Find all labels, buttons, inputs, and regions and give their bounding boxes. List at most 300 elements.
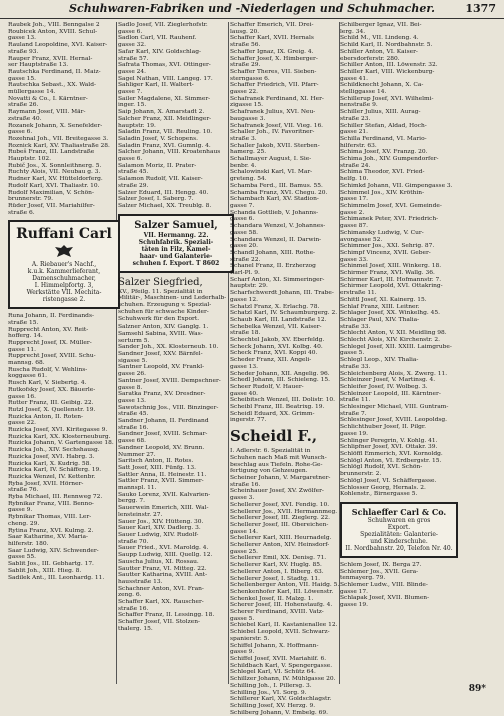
directory-entry: straße 7. [340,410,367,417]
directory-entry: Rozanek Johann, X. Senefelder- [8,122,103,129]
directory-entry: Ryba Josef, XVII. Hörner- [8,480,84,487]
directory-entry: ser Hauptstraße 13. [8,62,69,69]
directory-entry: Rubeš Franz, III. Landstraße [8,149,95,156]
directory-entry: gasse 11. [8,346,37,353]
directory-entry: nenstraße 9. [340,102,378,109]
directory-entry: Schamba Franz, XVI. Chegu. 20. [230,189,328,196]
directory-entry: Schuhfabrik. Speziali- [138,238,214,246]
directory-entry: sigasse 5. [118,357,148,364]
directory-entry: Schiffel Josef, XVII. Mariahilf. 6. [230,655,327,662]
directory-entry: Sauscha Julius, XI. Rossau. [118,558,199,565]
directory-entry: Schaffer Karl, XX. Rauscher- [118,599,204,606]
directory-entry: Schiebel Leopold, XVII. Schwarz- [230,629,330,636]
directory-entry: Schiebel Karl, II. Kastanienallee 12. [230,622,338,629]
directory-entry: Schleinzer Josef, V. Martinsg. 4. [340,377,436,384]
directory-entry: gasse 13. [230,363,259,370]
directory-entry: Schimkd Johann, VII. Gimpengasse 3. [340,182,453,189]
ad-text [123,232,229,267]
directory-entry: straße 33. [340,323,371,330]
directory-entry: Schlegl Leop., XIV. Thalia- [340,357,419,364]
directory-entry: Schellerer Josef, III. Obereichen- [230,521,329,528]
directory-entry: Ruzicka Anton, II. Roten- [8,413,83,420]
directory-entry: Rupprecht Anton, XV. Reit- [8,326,89,333]
directory-entry: Schlecht Alois, XIV. Kirchenstr. 2. [340,337,441,344]
directory-entry: Schellerer Karl, XV. Huglg. 85. [230,562,322,569]
directory-entry: brunnerstr. 79. [8,196,53,203]
directory-entry: Ruchty Alois, VII. Neubau g. 3. [8,169,101,176]
directory-entry: Saritsch Anton, II. Rotes. [118,458,194,465]
directory-entry: Scherer Ferdinand, XVIII. Vatz- [230,609,324,616]
directory-entry: Schanda Gottlieb, V. Johanns- [230,209,319,216]
directory-entry: Rudner Karl, XV. Hütteldorferg. [8,176,103,183]
directory-entry: Novatti & Co., I. Kärntner- [8,95,88,102]
directory-entry: gasse 13. [118,397,147,404]
directory-entry: gasse 15. [8,75,37,82]
directory-entry: Sawotschnig Jos., VIII. Binzinger- [118,404,219,411]
entry-list [8,313,120,581]
directory-entry: Schiller Stefan, Aldad, Hoch- [340,122,427,129]
directory-entry: gasse 40. [230,390,259,397]
directory-entry: Schimansky Ludwig, V. Cur- [340,229,424,236]
directory-entry: Schlosser Georg, Hernals. 2. [340,484,426,491]
directory-entry: Schenkel Josef, II. Malzg. 1. [230,595,314,602]
directory-entry: gasse 7. [230,202,255,209]
directory-entry: Sattler Franz, XVII. Simmer- [118,478,204,485]
directory-entry: gasse 13. [8,35,37,42]
page-title: Schuhwaren-Fabriken und -Niederlagen und Schuhmacher. [69,2,435,15]
directory-entry: gasse 55. [8,554,37,561]
directory-entry: Schleifer Josef, IV. Wolbeg. 3. [340,383,428,390]
directory-entry: tenmayerg. 79. [340,575,386,582]
directory-entry: Sahliger Karl, II. Waltert- [118,82,194,89]
directory-entry: Kohlenstr., Birnergasse 5. [340,491,418,498]
directory-entry: Samsehl Sabina, XVIII. Was- [118,330,203,337]
directory-entry: Schaffer Friedrich, VII. Pfarr- [230,82,319,89]
directory-entry: Schambach Karl, XV. Stadion- [230,196,319,203]
directory-entry: Schillerup Josef, XVI. Wilhelmi- [340,95,434,102]
directory-entry: Roznick Karl, XV. Thaliastraße 28. [8,142,110,149]
directory-entry: gasse 58. [230,229,259,236]
directory-entry: Scheinhauer Josef, XV. Zwölfer- [230,488,324,495]
directory-entry: straße 93. [8,48,39,55]
directory-entry: Schilling Joh., I. Pillersg. 3. [230,682,312,689]
directory-entry: straße 29. [230,62,261,69]
directory-entry: straße 45. [118,411,149,418]
advertisement-schlaeffer [340,502,458,558]
entry-list [340,22,458,498]
directory-entry: A. Riebauer's Nachf., [31,261,97,269]
column-4 [340,22,458,609]
directory-entry: Sablit Joh., XIII. Hieg. 8. [8,567,82,574]
directory-entry: Rautschka Sebast., XX. Wald- [8,82,96,89]
directory-entry: Saar Katharine, XV. Maria- [8,534,88,541]
directory-entry: gasse 6. [230,216,255,223]
directory-entry: Schild Karl, II. Nordbahnstr. 5. [340,42,433,49]
directory-entry: Saupp Ludwig, XIII. Quellg. 12. [118,552,213,559]
directory-entry: Schaller Jakob, XVII. Sterben- [230,142,320,149]
directory-entry: Schlöffl Emmerich, XVI. Kornoldg. [340,451,443,457]
directory-entry: zeng. 6. [118,592,142,599]
directory-entry: Schaub Karl, III. Landstraße 12. [230,316,327,323]
directory-entry: Schlemer Ludw., VIII. Blinde- [340,582,428,589]
directory-entry: Spezialitäten: Galanterie- [360,530,438,538]
directory-entry: Schilling Josef, XV. Herzg. 9. [230,702,316,709]
directory-entry: Scheck Johann, XVI. Kolbg. 40. [230,343,323,350]
directory-entry: straße 76. [8,487,39,494]
directory-entry: straße 57. [118,55,149,62]
directory-entry: Scherer Josef, III. Hohenstaufg. 4. [230,602,333,609]
directory-entry: straße 11. [340,397,371,404]
directory-entry: Schachner Anton, XVI. Fran- [118,585,204,592]
directory-entry: Rutkofsky Josef, XX. Bäuerle- [8,386,96,393]
directory-entry: Rubič Jos., X. Sonnleithnerg. 5. [8,162,102,169]
directory-entry: Ruzicka Joh., XIV. Sechshausg. [8,447,100,454]
ad-name: Salzer Siegfried, [118,276,203,288]
directory-entry: II. Nordbahnstr. 20, Telefon Nr. 40. [345,544,453,552]
directory-entry: Schiller Anton, III. Löwenstr. 32. [340,62,438,69]
directory-entry: Rybnikar Thomas, VIII. Ler- [8,514,92,521]
directory-entry: gasse 12. [230,296,259,303]
directory-entry: Schlager Paul, XIV. Thalia- [340,316,420,323]
directory-entry: Schleichenberg Alois, X. Zwerg. 11. [340,370,448,377]
directory-entry: Schedl Johann, III. Schieleng. 15. [230,377,330,384]
directory-entry: Runa Johann, II. Ferdinands- [8,313,94,320]
directory-entry: Schuhen nach Maß mit Wunsch- [230,454,327,461]
directory-entry: Schellerer Anton, I. Biberg. 63. [230,568,324,575]
directory-entry: gasse 22. [230,89,259,96]
directory-entry: Rusch Karl, V. Siebertg. 4. [8,380,87,387]
directory-entry: Scheer Rudolf, V. Hauer- [230,383,304,390]
directory-entry: sterngasse 6. [230,75,270,82]
directory-entry: Raubek Joh., VIII. Benngalse 2 [8,22,100,28]
directory-entry: Schandara Wenzel, V. Johannes- [230,223,326,230]
directory-entry: gasse 25. [230,548,259,555]
directory-entry: Schlaf Franz, XIII. Leitner. [340,303,420,310]
directory-entry: Schallmayer August, I. Sie- [230,156,312,163]
directory-entry: I. Adlerstr. 6. Spezialität in [230,448,311,455]
directory-entry: gasse 17. [340,196,369,203]
directory-entry: Schillzer Johann, IV. Mühlgasse 20. [230,676,336,683]
directory-entry: Saladin Josef, V. Schopens. [118,135,198,142]
directory-entry: avongasse 52. [340,236,383,243]
directory-entry: Schiller Karl, VIII. Wickenburg- [340,68,435,75]
directory-entry: Schaffer Theres, VII. Sieben- [230,68,317,75]
directory-entry: müllergasse 14. [8,89,56,96]
directory-entry: Sander Joh., XX. Klosterneub. 10. [118,344,219,351]
directory-entry: und Kinderschuhe. [370,537,428,545]
directory-entry: straße 33. [340,363,371,370]
directory-entry: Schildknecht Johann, X. Ca- [340,82,424,89]
directory-entry: Schima Josef, XV. Franzg. 20. [340,149,428,156]
directory-entry: Hauptstr. 102. [8,156,51,163]
directory-entry: Rozehnal Joh., VII. Breitegasse 3. [8,135,109,142]
directory-entry: baugasse 3. [230,115,266,122]
directory-entry: gasse 6. [8,129,33,136]
directory-entry: Schilling Jos., VI. Sorg. 9. [230,689,307,696]
directory-entry: Salzer Michael, XX. Treublg. 8. [118,202,212,209]
directory-entry: straße 16. [118,605,149,612]
directory-entry: Rupprecht Josef, XVIII. Schu- [8,353,96,360]
directory-entry: Schaffer Karl, XVII. Hernals [230,35,314,42]
directory-entry: gasse 9. [230,649,255,656]
directory-entry: Sablit Jos., III. Gebhartg. 17. [8,561,94,568]
directory-entry: Schirmer Leopold, XVI. Ottakring- [340,283,443,290]
directory-entry: Sadilek Ant., III. Leonhardg. 11. [8,574,105,581]
directory-entry: Schimmer Jos., XXI. Sehrig. 87. [340,243,435,250]
directory-entry: gasse 3. [230,495,255,502]
directory-entry: Schenkenhofer Karl, III. Löwenstr. [230,588,334,595]
directory-entry: Schellerer Jos., XVII. Hermannmeg. [230,508,338,515]
entry-list [230,448,342,716]
directory-entry: Schlipfner Josef, XVI. Ottakr. 39. [340,444,438,451]
directory-entry: Sagel Nathan, VIII. Langeg. 17. [118,75,213,82]
directory-entry: gasse 19. [340,430,369,437]
directory-entry: straße 29. [118,182,149,189]
advertisement-salzer-siegfried [118,277,234,323]
directory-entry: Schlögl Josef, VI. Schäffergasse. [340,477,437,484]
directory-entry: Schaffer Josef, X. Himberger- [230,55,318,62]
directory-entry: Sandner Johann, II. Ferdinand [118,418,209,425]
directory-entry: gasse 17. [340,588,369,595]
directory-entry: hauptstr. 19. [118,122,156,129]
directory-entry: Salcher Franz, XII. Meidlinger- [118,115,212,122]
directory-entry: Rybnikar Franz, VIII. Benno- [8,500,94,507]
entry-list [230,22,342,424]
directory-entry: erstraße 11. [340,290,377,297]
directory-entry: Ruzicka Karl, X. Kudrig. 58. [8,460,92,467]
directory-entry: Rupprecht Josef, IX. Müller- [8,339,92,346]
column-3 [230,22,342,716]
directory-entry: Rudolf Maximilian, V. Schön- [8,189,94,196]
advertisement-salzer-samuel [118,214,234,273]
directory-entry: Salzner Anton, XIV. Ganglg. 1. [118,324,209,331]
directory-entry: Schlecht Anton, V. XII. Meidling 98. [340,330,447,337]
directory-entry: gasse 5. [340,350,365,357]
directory-entry: Schilla Ferdinand, VI. Mario- [340,135,427,142]
directory-entry: Sadlo Josef, VII. Zieglerhofstr. [118,22,208,28]
directory-entry: Nummer 27. [118,451,156,458]
directory-entry: straße 16. [118,424,149,431]
directory-entry: Schatzl Franz, X. Erlachg. 78. [230,303,320,310]
directory-entry: gasse 6. [118,28,143,35]
directory-entry: Sattler Anna, II. Heinestr. 11. [118,471,207,478]
directory-entry: Ruzicka Wenzel, IV. Kettenbr. [8,473,96,480]
directory-entry: XV., Pfeilg. 11. Spezialität in [118,288,203,295]
directory-entry: Scheder Franz, XII. Angeli- [230,357,312,364]
directory-entry: mannsg. 68. [8,360,45,367]
directory-entry: inger. 15. [118,102,147,109]
directory-entry: Ruzicka Johann, V. Gartengasse 18. [8,440,114,447]
ad-text [118,289,234,323]
directory-entry: Salzer Eduard, III. Hengg. 40. [118,189,209,196]
advertisement-scheidl: Scheidl F., [230,427,318,446]
directory-entry: gasse 14. [230,528,259,535]
directory-entry: lausg. 20. [230,28,260,35]
directory-entry: ebersdorferstr. 280. [340,55,400,62]
page-header [0,0,504,19]
directory-entry: Schlem Josef, IX. Berga 27. [340,561,422,568]
directory-entry: straße 70. [118,538,149,545]
directory-entry: Safrata Thomas, XVI. Ottinger- [118,62,211,69]
directory-entry: zstraße 40. [8,115,42,122]
directory-entry: Sautter Franz, VI. Mitteg. 22. [118,565,207,572]
ad-text [13,261,115,303]
directory-entry: Schafranek Ferdinand, XI. Her- [230,95,324,102]
directory-entry: Rauland Leopoldine, XVI. Kaiser- [8,42,108,49]
directory-entry: Schellerer Josef, XVI. Fendig. 10. [230,501,330,508]
entry-list [8,22,120,216]
crest-icon [53,244,75,258]
directory-entry: Schatzl Karl, IV. Schaumburgerg. 2. [230,310,338,317]
directory-entry: gasse 19. [340,602,369,609]
directory-entry: Sadlon Carl, VII. Rauhenf. [118,35,197,42]
directory-entry: Schaffer Emerich, VII. Drei- [230,22,314,28]
directory-entry: ristengasse 2. [42,296,86,304]
directory-entry: schuhen. Erzeugung v. Spezial- [118,302,212,309]
directory-entry: gasse 32. [118,42,147,49]
directory-entry: Schuhwaren en gros [367,516,431,524]
directory-entry: Rudolf Karl, XVI. Thaliastr. 10. [8,182,100,189]
directory-entry: Ruzicka Karl, XX. Klosterneuburg. [8,433,111,440]
directory-entry: Scheck Franz, XVI. Koppi 40. [230,350,318,357]
ad-name: Schlaeffer Carl & Co. [351,506,447,517]
directory-entry: hofferg. 14. [8,333,43,340]
directory-entry: Schild M., VII. Lindeng. 4. [340,35,419,42]
directory-entry: Ruzicka Josef, XVI. Kiritegasse 9. [8,427,108,434]
directory-entry: Schellerer Emil, XX. Denisg. 71. [230,555,327,562]
directory-entry: stelliggasse 14. [340,89,387,96]
column-2 [118,22,234,633]
directory-entry: gasse 7. [118,89,143,96]
directory-entry: fertigung von Gehzeugen. [230,468,308,475]
directory-entry: Sauer Karl, XIV. Dadlerg. 3. [118,525,201,532]
directory-entry: hilferstr. 63. [340,142,377,149]
directory-entry: Scheibitsch Wenzel, III. Dolistr. 10. [230,397,336,404]
directory-entry: Schlesinger Josef, XVIII. Leopoldsg. [340,417,448,424]
directory-entry: Schinmel Josef, XIII. Winkerg. 18. [340,263,442,270]
directory-entry: gasse 16. [8,393,37,400]
directory-entry: gasse 5. [230,615,255,622]
directory-entry: Ruzicka Karl, IV. Schäfferg. 19. [8,467,102,474]
directory-entry: Rutter Franz, III. Geibig. 22. [8,400,94,407]
directory-entry: brunnerstr. 2. [340,471,382,478]
entry-list [340,562,458,609]
directory-entry: straße 16. [230,481,261,488]
directory-entry: Schaller Joh., IV. Favoritner- [230,129,315,136]
directory-entry: lerg. 34. [340,28,366,35]
directory-entry: beschlag aus Tiefeln. Rohe-Ge- [230,461,323,468]
directory-entry: Saar Ludwig, XIV. Schwender- [8,547,99,554]
directory-entry: Schalowinski Karl, VI. Mar- [230,169,313,176]
directory-entry: Schellerer Karl, XIII. Heurnadelg. [230,535,332,542]
directory-entry: Schlögl Rudolf, XVI. Schön- [340,464,423,471]
directory-entry: Saratka Franz, XV. Dresdner- [118,391,206,398]
directory-entry: Schleinzer Leopold, III. Kärntner- [340,390,441,397]
directory-entry: I. Himmelpfortg. 3, [34,282,94,290]
directory-entry: VII. Hermanng. 22. [143,231,209,239]
directory-entry: gasse 8. [118,384,143,391]
directory-entry: Sauer Fried., XVI. Maroldg. 4. [118,545,209,552]
directory-entry: benbr. 4. [230,162,257,169]
directory-entry: Schuhwerk für den Export. [118,315,200,322]
directory-entry: gasse 33. [340,256,369,263]
directory-entry: Schimmel Jos., XIV. Kröthin- [340,189,425,196]
directory-entry: Schirmer Franz, XVI. Wallg. 36. [340,270,435,277]
directory-entry: lensteinstr. 27. [118,511,163,518]
directory-entry: mannspl. 11. [118,485,157,492]
directory-entry: Schimpf Vincenz, XVII. Geber- [340,249,431,256]
directory-entry: Raymann Josef, VIII. Mär- [8,109,86,116]
directory-entry: Schebelka Wenzel, VII. Kaiser- [230,323,322,330]
directory-entry: schuhen für schwache Kinder- [118,308,209,315]
directory-entry: gasse 68. [118,438,147,445]
directory-entry: Roubicek Anton, XVIII. Schul- [8,28,98,35]
directory-entry: Schandl Johann, XIII. Rothe- [230,249,316,256]
directory-entry: Sailer Magdalene, XI. Simmer- [118,95,211,102]
directory-entry: hilferstr. 180. [8,541,49,547]
directory-entry: Schafranek Julius, XVI. Neu- [230,109,316,116]
directory-entry: bergg. 7. [118,498,145,505]
directory-entry: gasse 9. [8,507,33,514]
directory-entry: Scheiner Johann, V. Margaretner- [230,475,331,481]
directory-entry: Satt Josef, XIII. Fünfg. 13. [118,464,196,471]
directory-entry: spanierstr. 5. [230,635,270,642]
directory-entry: Sauer Ludwig, XIV. Rudolf- [118,532,199,538]
directory-entry: Rauper Franz, XVII. Hernal- [8,55,93,62]
directory-entry: Saladin Franz, VII. Reuling. 10. [118,129,213,136]
directory-entry: Schlichthuber Josef, II. Pilgr. [340,424,426,431]
directory-entry: hauptstr. 29. [230,283,268,290]
directory-entry: Schellerer Josef, I. Stadtg. 11. [230,575,320,582]
directory-entry: Schaffer Josef, VII. Stolzen- [118,619,200,626]
directory-entry: straße 45. [118,169,149,176]
advertisement-ruffani [8,220,120,309]
directory-entry: Werkstätte VII. Mechita- [26,289,102,297]
directory-entry: thalerg. 15. [118,625,153,632]
directory-entry: gasse 41. [340,75,369,82]
directory-entry: Sauko Lorenz, XVII. Kalvarien- [118,491,211,498]
directory-entry: Santner Leopold, XV. Frankl- [118,364,205,371]
directory-entry: Schiller Julius, XIII. Aurag- [340,109,421,116]
directory-entry: Ruscha Rudolf, V. Wehlins- [8,366,88,373]
directory-entry: Salcher Johann, VIII. Kroatenhaus [118,149,221,156]
directory-entry: gasse 24. [118,68,147,75]
directory-entry: Schlapak Josef, XVII. Blumen- [340,595,430,602]
page-footer-mark: 89* [468,684,486,694]
directory-entry: straße 23. [340,115,371,122]
directory-entry: gasse 22. [8,420,37,427]
directory-entry: haar- und Galanterie- [139,252,213,260]
directory-entry: k.u.k. Kammerlieferant, [27,268,101,276]
directory-entry: Safar Karl, XIV. Goldschlag- [118,48,201,55]
directory-entry: Schanel Franz, II. Erzherzog [230,263,316,270]
ad-name: Salzer Samuel, [134,219,218,231]
directory-entry: Schafranek Josef, VII. Vieg. 16. [230,122,324,129]
directory-entry: Schlegel Karl, VI. Schütz 64. [230,669,316,676]
directory-entry: Rüder Josef, VII. Mariahilfer- [8,202,95,209]
directory-entry: Scharfschwerdt Johann, III. Trabe- [230,290,334,297]
directory-entry: Schiller Anton, VI. Kaiser- [340,48,418,55]
directory-entry: straße 26. [8,102,39,109]
directory-entry: ingerstr. 77. [230,417,267,424]
directory-entry: Schellenberger Anton, VII. Haidg. 5. [230,582,340,589]
directory-entry: täten in Filz, Kamel- [141,245,211,253]
directory-entry: Schellerer Josef, III. Zieglerg. 22. [230,515,331,522]
directory-entry: gasse 2. [340,209,365,216]
directory-entry: Rautschka Ferdinand, II. Maiz- [8,68,101,75]
directory-entry: Sautter Katharina, XVIII. Ant- [118,572,208,579]
directory-entry: straße 24. [340,162,371,169]
